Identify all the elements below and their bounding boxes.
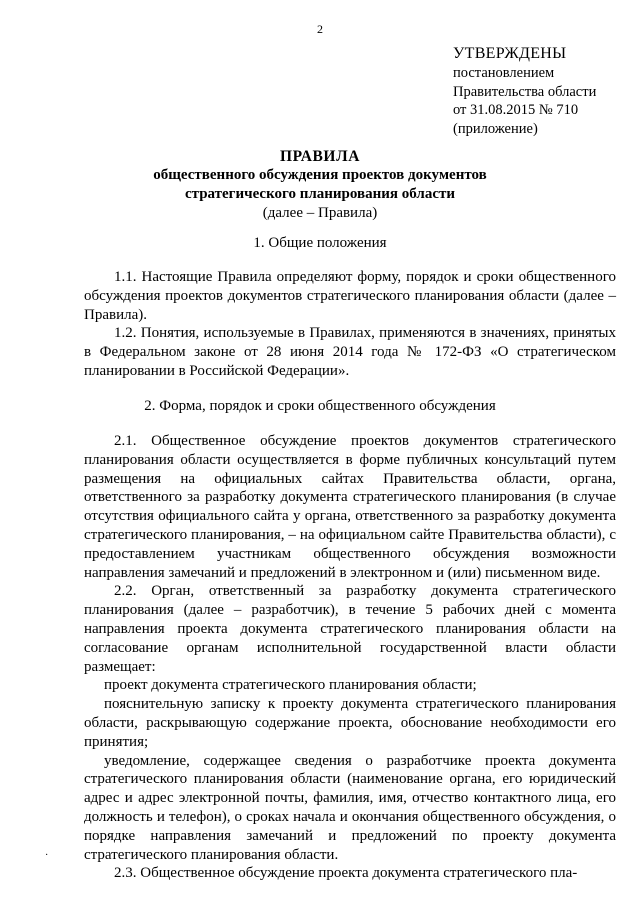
- approval-date: от 31.08.2015 № 710: [453, 102, 579, 118]
- paragraph: 2.2. Орган, ответственный за разработку документа стратегического планирования (далее – разработчик), в течение 5 рабочих дней с момента направления проекта документа стратегического планирования области на согласование органам исполнительной государственной власти области размещает:: [84, 583, 616, 675]
- paragraph: 2.1. Общественное обсуждение проектов документов стратегического планирования области осуществляется в форме публичных консультаций путем размещения на официальных сайтах Правительства области, органа, ответственного за разработку документа стратегического планирования (в случае отсутствия официального сайта у органа, ответственного за разработку документа стратегического планирования, – на официальном сайте Правительства области), с предоставлением участникам общественного обсуждения возможности направления замечаний и предложений в электронном и (или) письменном виде.: [84, 433, 616, 581]
- paragraph: уведомление, содержащее сведения о разработчике проекта документа стратегического планирования области (наименование органа, его юридический адрес и адрес электронной почты, фамилия, имя, отчество контактного лица, его должность и телефон), о сроках начала и окончания общественного обсуждения, о порядке направления замечаний и предложений по проекту документа стратегического планирования области.: [84, 752, 616, 863]
- section-heading: 2. Форма, порядок и сроки общественного обсуждения: [144, 398, 496, 414]
- section-1-body: [84, 268, 616, 381]
- paragraph: пояснительную записку к проекту документа стратегического планирования области, раскрывающую содержание проекта, обоснование необходимости его принятия;: [84, 696, 616, 750]
- section-heading: 1. Общие положения: [253, 235, 387, 251]
- paragraph: 1.2. Понятия, используемые в Правилах, применяются в значениях, принятых в Федеральном законе от 28 июня 2014 года № 172-ФЗ «О стратегическом планировании в Российской Федерации».: [84, 325, 616, 379]
- title-subtitle: общественного обсуждения проектов документов: [153, 167, 487, 183]
- section-2-body: [84, 432, 616, 883]
- title-subtitle: стратегического планирования области: [184, 186, 455, 202]
- document-title: [0, 147, 640, 223]
- title-note: (далее – Правила): [262, 205, 378, 221]
- approval-line: Правительства области: [453, 83, 597, 100]
- scan-dot: ·: [45, 850, 49, 861]
- title-main: ПРАВИЛА: [279, 148, 361, 165]
- paragraph: 2.3. Общественное обсуждение проекта документа стратегического пла-: [114, 865, 578, 882]
- paragraph: 1.1. Настоящие Правила определяют форму, порядок и сроки общественного обсуждения проектов документов стратегического планирования области (далее – Правила).: [84, 269, 616, 323]
- approval-line: постановлением: [453, 65, 555, 81]
- approval-line: (приложение): [453, 120, 538, 137]
- page-number: 2: [317, 22, 323, 36]
- approval-heading: УТВЕРЖДЕНЫ: [453, 45, 567, 62]
- paragraph: проект документа стратегического планирования области;: [104, 677, 477, 694]
- approval-stamp: [453, 44, 635, 138]
